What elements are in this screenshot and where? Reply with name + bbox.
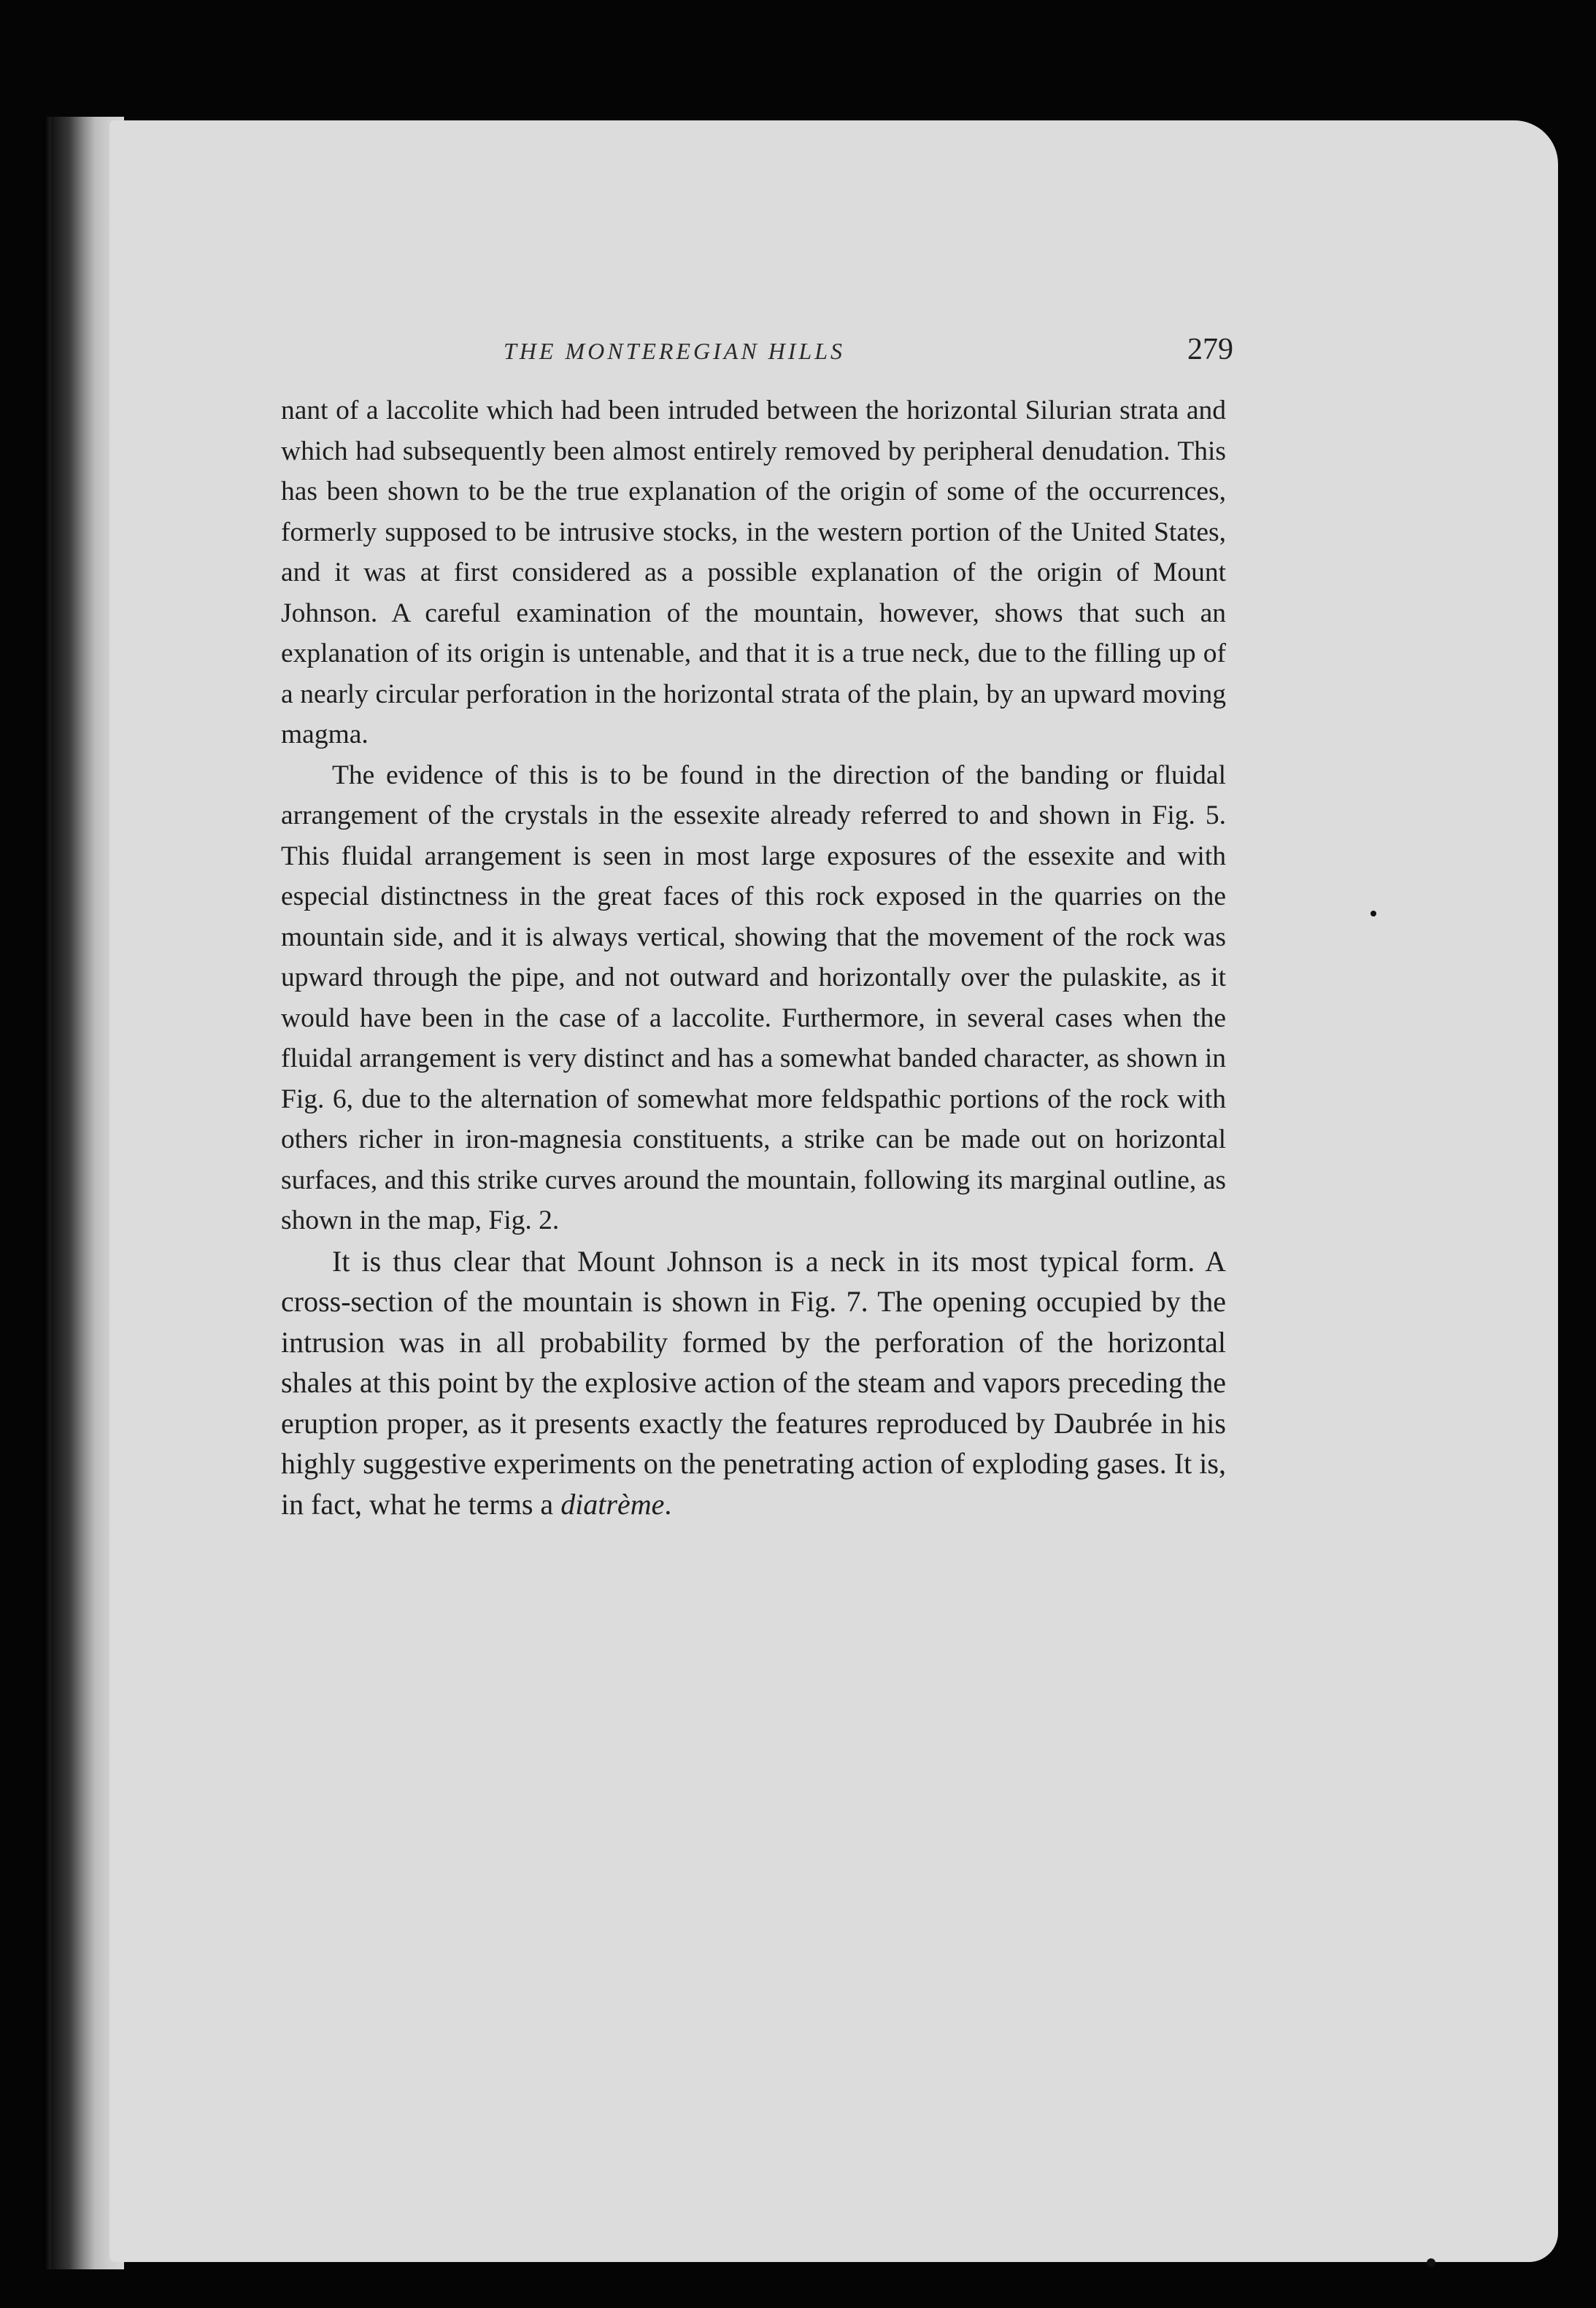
paragraph-3: [281, 1241, 1226, 1525]
paragraph-3-italic-term: diatrème: [560, 1487, 665, 1521]
page-number: 279: [1187, 333, 1233, 366]
running-title: THE MONTEREGIAN HILLS: [504, 338, 846, 364]
paragraph-3-end: .: [664, 1487, 672, 1521]
running-header: [285, 332, 1233, 376]
paragraph-2: The evidence of this is to be found in the direction of the banding or fluidal arrangement of the crystals in the essexite already referred to and shown in Fig. 5. This fluidal arrangement is seen in most large exposures of the essexite and with especial distinctness in the great faces of this rock exposed in the quarries on the mountain side, and it is always vertical, showing that the movement of the rock was upward through the pipe, and not outward and horizontally over the pulaskite, as it would have been in the case of a laccolite. Furthermore, in several cases when the fluidal arrangement is very distinct and has a somewhat banded character, as shown in Fig. 6, due to the alternation of somewhat more feldspathic portions of the rock with others richer in iron-magnesia constituents, a strike can be made out on horizontal surfaces, and this strike curves around the mountain, following its marginal outline, as shown in the map, Fig. 2.: [281, 760, 1226, 1235]
dust-speck: [1427, 2258, 1435, 2267]
paragraph-3-text: It is thus clear that Mount Johnson is a neck in its most typical form. A cross-section of the mountain is shown in Fig. 7. The opening occupied by the intrusion was in all probability formed by the perforation of the horizontal shales at this point by the explosive action of the steam and vapors preceding the eruption proper, as it presents exactly the features reproduced by Daubrée in his highly suggestive experiments on the penetrating action of exploding gases. It is, in fact, what he terms a: [281, 1244, 1226, 1521]
paragraph-1: nant of a laccolite which had been intruded between the horizontal Silurian strata and which had subsequently been almost entirely removed by peripheral denudation. This has been shown to be the true explanation of the origin of some of the occurrences, formerly supposed to be intrusive stocks, in the western portion of the United States, and it was at first considered as a possible explanation of the origin of Mount Johnson. A careful examination of the mountain, however, shows that such an explanation of its origin is untenable, and that it is a true neck, due to the filling up of a nearly circular perforation in the horizontal strata of the plain, by an upward moving magma.: [281, 395, 1226, 749]
body-text: [281, 390, 1226, 1524]
dust-speck: [1371, 911, 1376, 916]
